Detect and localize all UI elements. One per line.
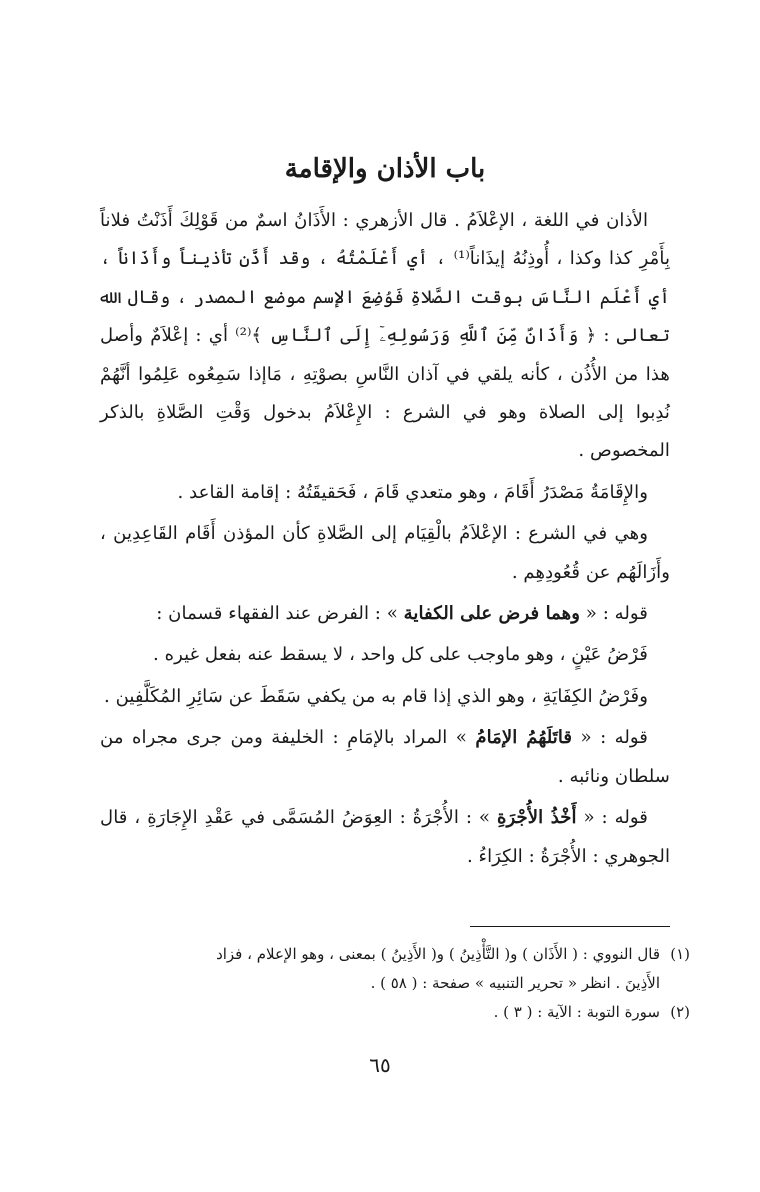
paragraph-fard-kifaya-definition (100, 678, 670, 716)
footnotes (100, 940, 690, 1027)
paragraph-text: » : الأُجْرَةُ : العِوَضُ المُسَمَّى في عَقْدِ الإِجَارَةِ ، قال الجوهري : الأُجْرَةُ : الكِرَاءُ . (100, 807, 670, 867)
paragraph-lead: قوله : « (576, 807, 648, 829)
footnote-2 (100, 998, 690, 1027)
paragraph-adhan-definition (100, 202, 670, 471)
quoted-term: قاتَلَهُمُ الإمَامُ (475, 727, 573, 749)
paragraph-fard-kifaya (100, 595, 670, 633)
footnote-number: (٢) (670, 1003, 690, 1021)
paragraph-lead: قوله : « (572, 727, 649, 749)
paragraph-text: » : الفرض عند الفقهاء قسمان : (156, 603, 404, 625)
paragraph-ujra (100, 799, 670, 876)
paragraph-lead: قوله : « (580, 603, 648, 625)
footnote-text-continued: الأَذِينَ . انظر « تحرير التنبيه » صفحة : ( ٥٨ ) . (370, 974, 660, 992)
paragraph-iqama-definition (100, 474, 670, 512)
footnote-divider (470, 926, 670, 927)
paragraph-text: وفَرْضُ الكِفَايَةِ ، وهو الذي إذا قام به من يكفي سَقَطَ عن سَائِرِ المُكَلَّفِين . (104, 685, 648, 707)
quoted-term: وهما فرض على الكفاية (403, 603, 581, 625)
paragraph-iqama-sharia (100, 515, 670, 592)
footnote-number: (١) (670, 945, 690, 963)
paragraph-imam (100, 719, 670, 796)
paragraph-text: » المراد بالإمَامِ : الخليفة ومن جرى مجراه من سلطان ونائبه . (100, 727, 670, 787)
paragraph-text: وهي في الشرع : الإعْلاَمُ بالْقِيَام إلى الصَّلاةِ كأن المؤذن أَقَام القَاعِدِين ، وأَزَالَهُم عن قُعُودِهِم . (100, 523, 670, 583)
page-body (100, 150, 670, 876)
paragraph-fard-ayn (100, 636, 670, 674)
page-title: باب الأذان والإقامة (284, 154, 486, 184)
footnote-1 (100, 940, 690, 998)
footnote-text: سورة التوبة : الآية : ( ٣ ) . (493, 1003, 660, 1021)
page-number: ٦٥ (369, 1053, 391, 1077)
paragraph-text: فَرْضُ عَيْنٍ ، وهو ماوجب على كل واحد ، لا يسقط عنه بفعل غيره . (153, 644, 648, 666)
paragraph-text: والإِقَامَةُ مَصْدَرُ أَقَامَ ، وهو متعدي قَامَ ، فَحَقيقَتُهُ : إقامة القاعد . (177, 481, 648, 503)
footnote-text: قال النووي : ( الأَذَان ) و( التَّأْذِينُ ) و( الأَذِينُ ) بمعنى ، وهو الإعلام ، فزاد (216, 945, 660, 963)
paragraph-text: الأذان في اللغة ، الإعْلاَمُ . قال الأزهري : الأَذَانُ اسمٌ من قَوْلِكَ أَذَنْتُ فلاناً بِأَمْرِ كذا وكذا ، أُوذِنُهُ إيذَاناً⁽¹⁾ ، أي أَعْلَمْتُهُ ، وقد أَذَّن تأذيناً وأَذَاناً ، أي أَعْلَم النَّاسَ بوقت الصَّلاةِ فَوُضِعَ الإسم موضع المصدر ، وقال الله تعالى : ﴿ وَأَذَانٌ مِّنَ ٱللَّهِ وَرَسُولِهِۦٓ إِلَى ٱلنَّاسِ ﴾⁽²⁾ أي : إعْلاَمٌ وأصل هذا من الأُذُن ، كأنه يلقي في آذان النَّاسِ بصوْتِهِ ، مَاإذا سَمِعُوه عَلِمُوا أنَّهُمْ نُدِبوا إلى الصلاة وهو في الشرع : الإِعْلاَمُ بدخول وَقْتِ الصَّلاةِ بالذكر المخصوص . (100, 210, 671, 462)
quoted-term: أَخْذُ الأُجْرَةِ (496, 807, 577, 829)
